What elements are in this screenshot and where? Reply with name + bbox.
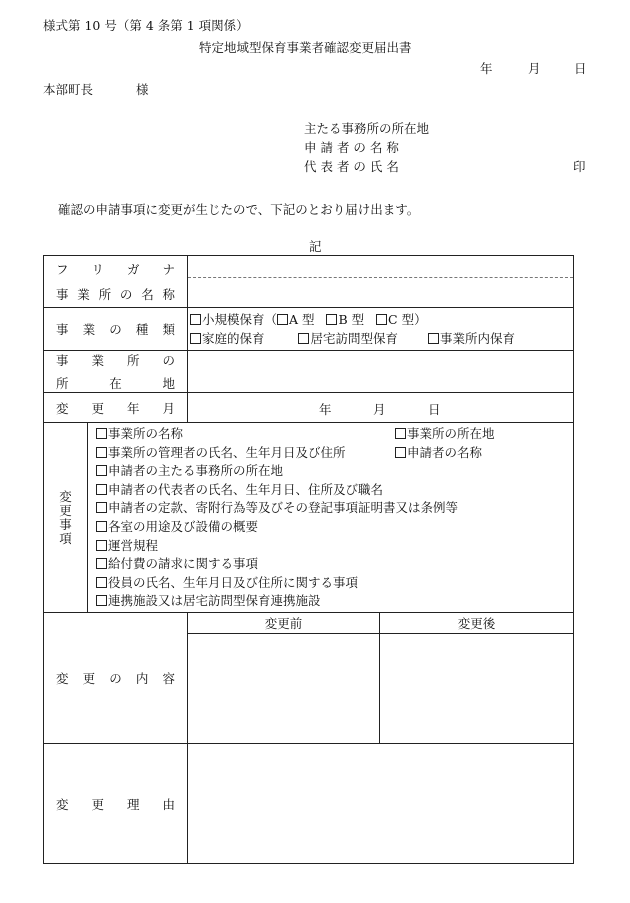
document-title: 特定地域型保育事業者確認変更届出書 [199,40,412,55]
applicant-name-label: 申 請 者 の 名 称 [304,140,399,155]
intro-text: 確認の申請事項に変更が生じたので、下記のとおり届け出ます。 [58,202,420,217]
change-item-representative-checkbox[interactable] [96,484,107,495]
ki-heading: 記 [309,239,322,254]
change-date-label-cell [44,393,188,423]
change-content-label-cell [44,613,188,744]
location-label-line2: 所 在 地 [56,376,175,391]
change-items-list [88,423,574,613]
change-item-applicant-office-checkbox[interactable] [96,465,107,476]
change-item-row: 申請者の代表者の氏名、生年月日、住所及び職名 [88,481,573,500]
type-b-checkbox[interactable] [326,314,337,325]
date-month-label: 月 [528,61,541,76]
type-a-checkbox[interactable] [277,314,288,325]
business-type-label: 事 業 の 種 類 [56,322,175,337]
before-field[interactable] [188,634,380,744]
change-reason-label-cell [44,744,188,864]
business-type-options: 小規模保育（ A 型 B 型 C 型） 家庭的保育 居宅訪問型保育 事業所内保育 [188,308,574,351]
small-scale-checkbox[interactable] [190,314,201,325]
facility-name-field[interactable] [188,256,574,308]
change-date-month: 月 [373,401,386,417]
family-care-checkbox[interactable] [190,333,201,344]
change-item-row: 連携施設又は居宅訪問型保育連携施設 [88,592,573,611]
after-field[interactable] [380,634,574,744]
after-header: 変更後 [380,613,574,634]
addressee: 本部町長 [43,82,94,97]
date-day-label: 日 [574,61,587,76]
change-items-label: 変 更 事 項 [59,488,72,546]
change-item-partner-checkbox[interactable] [96,595,107,606]
applicant-office-location-label: 主たる事務所の所在地 [304,121,430,136]
change-item-location-checkbox[interactable] [395,428,406,439]
addressee-honorific: 様 [136,82,149,97]
change-item-applicant-name-checkbox[interactable] [395,447,406,458]
change-reason-field[interactable] [188,744,574,864]
change-item-manager-checkbox[interactable] [96,447,107,458]
change-item-row: 事業所の名称 事業所の所在地 [88,425,573,444]
change-items-label-cell [44,423,88,613]
change-content-label: 変 更 の 内 容 [56,671,175,686]
change-date-field[interactable] [188,393,574,423]
change-item-name-checkbox[interactable] [96,428,107,439]
change-item-articles-checkbox[interactable] [96,502,107,513]
change-item-row: 運営規程 [88,537,573,556]
furigana-field[interactable] [188,256,573,278]
facility-name-label-cell [44,256,188,308]
change-item-row: 申請者の定款、寄附行為等及びその登記事項証明書又は条例等 [88,499,573,518]
change-item-row: 各室の用途及び設備の概要 [88,518,573,537]
location-label-cell [44,351,188,393]
change-date-day: 日 [428,401,441,417]
home-visit-checkbox[interactable] [298,333,309,344]
location-label-line1: 事 業 所 の [56,353,175,368]
change-item-row: 事業所の管理者の氏名、生年月日及び住所 申請者の名称 [88,444,573,463]
change-date-year: 年 [319,401,332,417]
change-item-officers-checkbox[interactable] [96,577,107,588]
change-date-label: 変 更 年 月 [56,400,175,416]
before-header: 変更前 [188,613,380,634]
change-item-row: 申請者の主たる事務所の所在地 [88,462,573,481]
furigana-label: フ リ ガ ナ [56,262,175,277]
type-c-checkbox[interactable] [376,314,387,325]
form-number: 様式第 10 号（第 4 条第 1 項関係） [43,18,249,33]
date-year-label: 年 [480,61,493,76]
change-item-rules-checkbox[interactable] [96,540,107,551]
in-office-checkbox[interactable] [428,333,439,344]
change-reason-label: 変 更 理 由 [56,796,175,812]
form-table [43,255,574,864]
change-item-row: 給付費の請求に関する事項 [88,555,573,574]
seal-mark: 印 [573,159,586,174]
change-item-row: 役員の氏名、生年月日及び住所に関する事項 [88,574,573,593]
change-item-benefits-checkbox[interactable] [96,558,107,569]
facility-name-label: 事 業 所 の 名 称 [56,287,175,302]
representative-name-label: 代 表 者 の 氏 名 [304,159,399,174]
change-item-rooms-checkbox[interactable] [96,521,107,532]
location-field[interactable] [188,351,574,393]
business-type-label-cell [44,308,188,351]
